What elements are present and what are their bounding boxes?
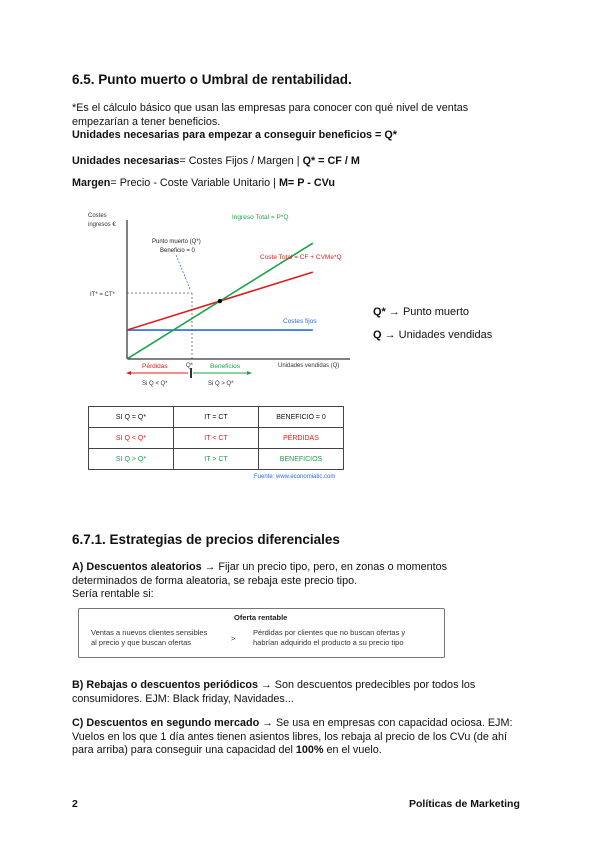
section-title: 6.5. Punto muerto o Umbral de rentabilidad. (72, 72, 352, 87)
intro-line-3: Unidades necesarias para empezar a conseguir beneficios = Q* (72, 129, 397, 141)
y-axis-label-2: ingresos € (88, 222, 116, 228)
break-even-point (218, 299, 222, 303)
offer-box-right (253, 628, 405, 648)
section-a-line-3: Sería rentable si: (72, 588, 154, 600)
section-c-line-3-pre: para arriba) para conseguir una capacidad del (72, 744, 296, 756)
formula-margin-label: Margen (72, 177, 111, 189)
formula-margin-bold: M= P - CVu (278, 177, 336, 189)
note-units-sold-key: Q (373, 329, 382, 341)
formula-units-bold: Q* = CF / M (302, 155, 360, 167)
formula-units-text: = Costes Fijos / Margen | (179, 155, 303, 167)
offer-box-left (91, 628, 207, 648)
section-c (72, 717, 552, 758)
annotation-line-2: Beneficio = 0 (160, 248, 195, 254)
offer-box-symbol: > (231, 634, 236, 643)
section-b-title: B) Rebajas o descuentos periódicos (72, 679, 258, 691)
region-profits-label: Beneficios (210, 363, 240, 370)
section-b (72, 679, 542, 706)
annotation-line-1: Punto muerto (Q*) (152, 239, 201, 245)
section-a-line-2: determinados de forma aleatoria, se rebaja este precio tipo. (72, 574, 358, 587)
series-label-total-cost: Coste Total = CF + CVMe*Q (260, 254, 342, 261)
ytick-label: IT* = CT* (90, 292, 115, 298)
break-even-table (88, 406, 344, 470)
formula-margin-text: = Precio - Coste Variable Unitario | (110, 177, 279, 189)
note-break-even-key: Q* (373, 306, 386, 318)
formula-units-label: Unidades necesarias (72, 155, 180, 167)
footer-title: Políticas de Marketing (409, 798, 520, 810)
note-units-sold (373, 329, 492, 341)
intro-line-2: empezarían a tener beneficios. (72, 115, 221, 128)
intro-line-1: *Es el cálculo básico que usan las empresas para conocer con qué nivel de ventas (72, 102, 469, 114)
section-b-text: → Son descuentos predecibles por todos los (258, 679, 476, 691)
region-losses-cond: Si Q < Q* (142, 381, 168, 387)
note-break-even (373, 306, 469, 318)
subsection-title: 6.7.1. Estrategias de precios diferenciales (72, 532, 340, 547)
table-cell: SI Q < Q* (89, 428, 174, 449)
section-a-text: → Fijar un precio tipo, pero, en zonas o momentos (201, 561, 448, 573)
table-cell: SI Q > Q* (89, 449, 174, 470)
source-note: Fuente: www.economiatic.com (254, 474, 336, 480)
table-cell: SI Q = Q* (89, 407, 174, 428)
section-a-title: A) Descuentos aleatorios (72, 561, 202, 573)
section-c-title: C) Descuentos en segundo mercado (72, 717, 260, 729)
offer-box-left-line-2: al precio y que buscan ofertas (91, 638, 192, 647)
table-row (89, 449, 344, 470)
table-row (89, 428, 344, 449)
y-axis-label-1: Costes (88, 213, 107, 219)
break-even-chart (80, 205, 370, 395)
section-c-text: → Se usa en empresas con capacidad ociosa. EJM: (259, 717, 513, 729)
section-c-line-3-bold: 100% (295, 744, 324, 756)
losses-arrow-head (126, 371, 131, 375)
note-break-even-text: → Punto muerto (385, 306, 469, 318)
note-units-sold-text: → Unidades vendidas (381, 329, 493, 341)
region-losses-label: Pérdidas (142, 363, 168, 370)
annotation-pointer (176, 255, 190, 289)
section-c-line-2: Vuelos en los que 1 día antes tienen asientos libres, los rebaja al precio de los CVu (de ahí (72, 730, 507, 743)
offer-box-right-line-2: habrían adquirido el producto a su precio tipo (253, 638, 404, 647)
series-label-revenue: Ingreso Total = P*Q (232, 214, 289, 221)
intro-paragraph (72, 102, 532, 143)
region-profits-cond: Si Q > Q* (208, 381, 234, 387)
section-c-line-3-post: en el vuelo. (323, 744, 382, 756)
offer-box (78, 608, 445, 658)
formula-units (72, 155, 360, 169)
table-cell: PÉRDIDAS (259, 428, 344, 449)
offer-box-title: Oferta rentable (234, 613, 288, 622)
page-number: 2 (72, 798, 78, 810)
offer-box-left-line-1: Ventas a nuevos clientes sensibles (91, 628, 208, 637)
section-a (72, 561, 542, 602)
table-cell: BENEFICIO = 0 (259, 407, 344, 428)
profits-arrow-head (247, 371, 252, 375)
table-cell: IT < CT (174, 428, 259, 449)
formula-margin (72, 177, 335, 191)
offer-box-right-line-1: Pérdidas por clientes que no buscan ofertas y (253, 628, 406, 637)
table-row (89, 407, 344, 428)
x-axis-label: Unidades vendidas (Q) (278, 363, 340, 369)
table-cell: IT > CT (174, 449, 259, 470)
table-cell: IT = CT (174, 407, 259, 428)
xtick-label: Q* (186, 363, 194, 369)
section-b-line-2: consumidores. EJM: Black friday, Navidades... (72, 692, 294, 705)
series-label-fixed-cost: Costes fijos (283, 318, 317, 325)
table-cell: BENEFICIOS (259, 449, 344, 470)
